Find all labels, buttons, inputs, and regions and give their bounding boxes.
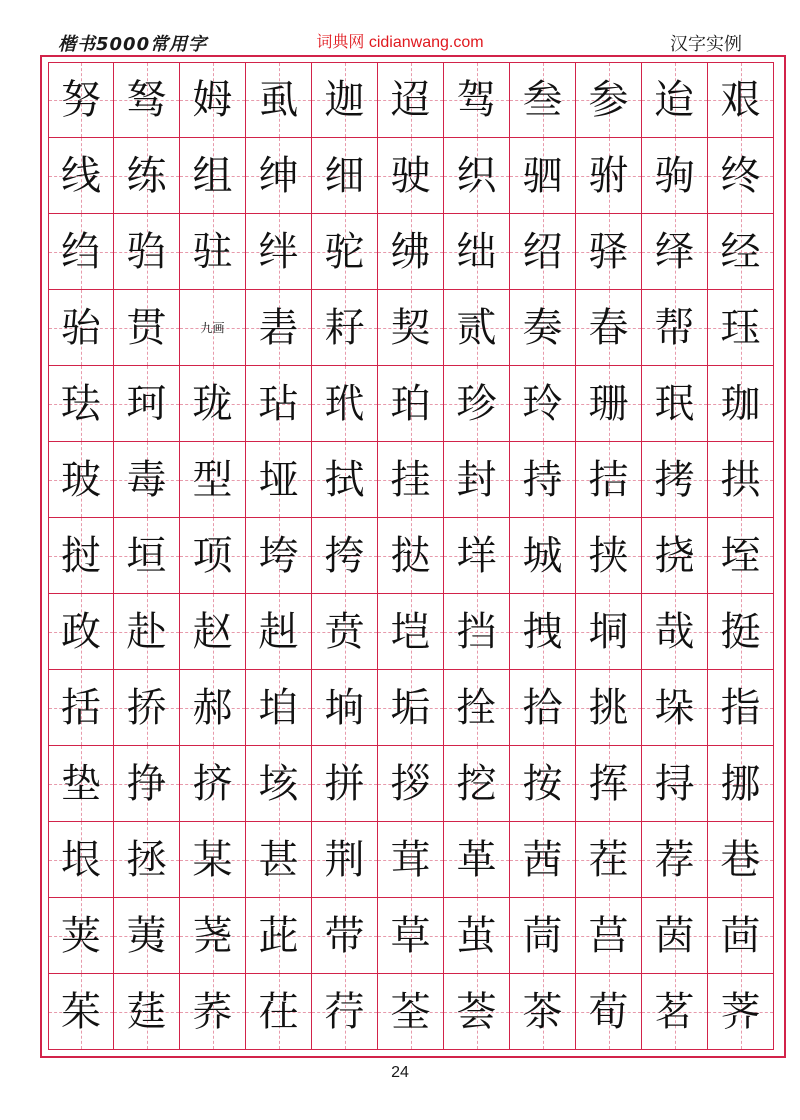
character-cell [444,442,510,518]
character-cell [246,214,312,290]
character-cell [708,290,774,366]
character-glyph: 垭 [258,456,299,503]
character-glyph: 珍 [456,380,497,427]
character-cell [114,670,180,746]
character-glyph: 按 [522,760,563,807]
character-cell [114,746,180,822]
character-glyph: 茼 [522,912,563,959]
character-glyph: 终 [720,152,761,199]
character-glyph: 挡 [456,608,497,655]
stroke-count-label [180,290,246,366]
character-glyph: 封 [456,456,497,503]
character-cell [378,670,444,746]
character-glyph: 耔 [324,304,365,351]
character-cell [180,138,246,214]
character-glyph: 迨 [654,77,695,123]
character-glyph: 拽 [522,608,563,655]
character-glyph: 城 [522,532,563,579]
character-glyph: 珐 [61,380,101,427]
character-cell [312,366,378,442]
character-cell [246,138,312,214]
character-cell [378,746,444,822]
character-cell [114,442,180,518]
character-glyph: 挣 [126,760,167,807]
character-glyph: 努 [61,77,101,123]
character-glyph: 奏 [522,304,563,351]
character-cell [378,822,444,898]
character-cell [576,290,642,366]
character-glyph: 经 [720,228,761,275]
character-cell [246,442,312,518]
character-cell [378,138,444,214]
character-glyph: 拶 [390,760,431,807]
character-cell [246,746,312,822]
character-cell [48,366,114,442]
character-glyph: 荞 [192,988,233,1035]
character-glyph: 驶 [390,152,431,199]
character-cell [246,366,312,442]
character-cell [312,518,378,594]
character-cell [48,138,114,214]
character-glyph: 甚 [258,836,299,883]
character-cell [378,290,444,366]
character-cell [708,62,774,138]
character-glyph: 玷 [258,380,299,427]
character-glyph: 砉 [258,304,299,351]
character-glyph: 驻 [192,228,233,275]
character-glyph: 参 [588,77,629,123]
book-title: 楷书5000常用字 [58,34,208,55]
character-glyph: 茶 [522,988,563,1035]
character-cell [510,214,576,290]
character-cell [642,518,708,594]
character-cell [708,214,774,290]
character-cell [48,974,114,1050]
character-cell [708,974,774,1050]
character-cell [114,974,180,1050]
character-cell [312,442,378,518]
character-glyph: 茜 [522,836,563,883]
character-glyph: 荛 [192,912,233,959]
character-glyph: 某 [192,836,233,883]
character-cell [48,594,114,670]
character-glyph: 帮 [654,304,695,351]
character-glyph: 细 [324,152,365,199]
character-glyph: 茈 [258,912,299,959]
character-cell [642,366,708,442]
character-cell [114,138,180,214]
character-glyph: 垠 [61,836,101,883]
character-glyph: 持 [522,456,563,503]
character-glyph: 垌 [588,608,629,655]
character-cell [708,442,774,518]
character-glyph: 拼 [324,760,365,807]
character-cell [246,974,312,1050]
character-cell [378,214,444,290]
character-glyph: 挠 [654,532,695,579]
character-glyph: 茌 [258,988,299,1035]
character-cell [114,898,180,974]
character-cell [180,974,246,1050]
character-cell [114,822,180,898]
character-glyph: 巷 [720,836,761,883]
character-cell [246,290,312,366]
character-glyph: 垟 [456,532,497,579]
character-glyph: 革 [456,836,497,883]
character-cell [312,670,378,746]
character-glyph: 线 [61,152,101,199]
character-cell [246,822,312,898]
character-cell [642,214,708,290]
character-glyph: 垫 [61,760,101,807]
character-glyph: 荆 [324,836,365,883]
character-glyph: 荠 [720,988,761,1035]
character-glyph: 驼 [324,228,365,275]
section-title: 汉字实例 [670,34,742,55]
character-cell [510,62,576,138]
character-glyph: 括 [61,684,101,731]
character-cell [312,214,378,290]
character-glyph: 垲 [390,608,431,655]
character-glyph: 绋 [390,228,431,275]
character-glyph: 挦 [654,760,695,807]
character-cell [180,670,246,746]
character-glyph: 练 [126,152,167,199]
character-glyph: 垍 [258,684,299,731]
character-cell [444,670,510,746]
character-glyph: 挢 [126,684,167,731]
character-glyph: 贰 [456,304,497,351]
character-glyph: 挖 [456,760,497,807]
character-glyph: 莒 [588,912,629,959]
character-cell [576,518,642,594]
character-cell [708,746,774,822]
character-glyph: 毒 [126,456,167,503]
character-cell [180,822,246,898]
character-cell [180,442,246,518]
character-glyph: 珈 [720,380,761,427]
character-glyph: 驷 [522,152,563,199]
character-cell [180,214,246,290]
character-cell [510,442,576,518]
character-cell [708,138,774,214]
character-glyph: 带 [324,912,365,959]
character-cell [444,746,510,822]
character-glyph: 贯 [126,304,167,351]
character-cell [312,822,378,898]
character-glyph: 绉 [61,228,101,275]
character-glyph: 项 [192,532,233,579]
character-glyph: 垢 [390,684,431,731]
character-glyph: 垧 [324,684,365,731]
character-glyph: 挺 [720,608,761,655]
character-cell [576,594,642,670]
character-cell [510,746,576,822]
character-cell [180,898,246,974]
character-glyph: 郝 [192,684,233,731]
character-cell [312,290,378,366]
character-cell [576,974,642,1050]
character-cell [180,366,246,442]
character-cell [510,518,576,594]
character-glyph: 驽 [126,77,167,123]
character-cell [114,214,180,290]
character-cell [642,670,708,746]
character-glyph: 春 [588,304,629,351]
character-glyph: 荇 [324,988,365,1035]
character-cell [576,746,642,822]
character-glyph: 茧 [456,912,497,959]
character-glyph: 绅 [258,152,299,199]
character-glyph: 绊 [258,228,299,275]
character-cell [312,594,378,670]
character-cell [378,442,444,518]
character-cell [510,898,576,974]
character-glyph: 驸 [588,152,629,199]
character-glyph: 莛 [126,988,167,1035]
character-cell [48,62,114,138]
character-glyph: 挂 [390,456,431,503]
character-glyph: 茱 [61,988,101,1035]
character-cell [510,670,576,746]
character-glyph: 垮 [258,532,299,579]
character-cell [378,62,444,138]
character-cell [114,62,180,138]
character-cell [444,366,510,442]
character-cell [312,62,378,138]
character-cell [48,822,114,898]
character-cell [510,974,576,1050]
character-glyph: 垛 [654,684,695,731]
character-glyph: 挝 [61,532,101,579]
character-cell [180,594,246,670]
character-glyph: 姆 [192,77,233,123]
character-cell [246,898,312,974]
character-cell [708,518,774,594]
character-cell [378,974,444,1050]
character-glyph: 九画 [200,320,225,335]
character-cell [48,518,114,594]
character-glyph: 荟 [456,988,497,1035]
character-glyph: 赵 [192,608,233,655]
character-glyph: 艰 [720,77,761,123]
character-cell [48,746,114,822]
character-cell [48,670,114,746]
character-glyph: 挤 [192,760,233,807]
character-cell [246,62,312,138]
character-cell [576,214,642,290]
character-cell [642,974,708,1050]
character-glyph: 荀 [588,988,629,1035]
character-cell [708,670,774,746]
character-glyph: 拭 [324,456,365,503]
character-glyph: 驹 [654,152,695,199]
character-cell [576,442,642,518]
character-cell [180,62,246,138]
character-glyph: 政 [61,608,101,655]
character-cell [114,366,180,442]
character-cell [180,518,246,594]
character-glyph: 组 [192,152,233,199]
character-cell [378,366,444,442]
character-cell [510,290,576,366]
character-cell [510,138,576,214]
character-cell [444,290,510,366]
character-cell [114,290,180,366]
character-glyph: 指 [720,684,761,731]
character-glyph: 织 [456,152,497,199]
character-cell [642,594,708,670]
character-cell [576,366,642,442]
character-cell [708,594,774,670]
character-glyph: 赴 [126,608,167,655]
character-glyph: 珂 [126,380,167,427]
character-cell [708,366,774,442]
character-glyph: 挎 [324,532,365,579]
character-glyph: 虱 [258,77,299,123]
character-cell [642,822,708,898]
character-cell [246,518,312,594]
character-cell [510,594,576,670]
character-glyph: 挪 [720,760,761,807]
character-glyph: 茗 [654,988,695,1035]
character-glyph: 珑 [192,380,233,427]
character-glyph: 绎 [654,228,695,275]
character-glyph: 草 [390,912,431,959]
character-cell [510,822,576,898]
character-cell [312,138,378,214]
character-cell [48,898,114,974]
character-glyph: 珉 [654,380,695,427]
character-cell [444,974,510,1050]
character-glyph: 垣 [126,532,167,579]
character-glyph: 拴 [456,684,497,731]
character-cell [642,746,708,822]
character-glyph: 型 [192,456,233,503]
character-glyph: 荑 [126,912,167,959]
character-glyph: 赳 [258,608,299,655]
character-grid [48,62,774,1050]
character-cell [510,366,576,442]
character-glyph: 垤 [720,532,761,579]
character-cell [180,746,246,822]
character-cell [642,898,708,974]
character-cell [444,822,510,898]
character-cell [576,138,642,214]
character-glyph: 玳 [324,380,365,427]
character-glyph: 垓 [258,760,299,807]
character-cell [378,898,444,974]
character-cell [642,138,708,214]
character-glyph: 拾 [522,684,563,731]
character-glyph: 驾 [456,77,497,123]
character-cell [708,898,774,974]
character-glyph: 茬 [588,836,629,883]
character-glyph: 茵 [654,912,695,959]
character-cell [576,822,642,898]
character-glyph: 哉 [654,608,695,655]
character-glyph: 珊 [588,380,629,427]
character-glyph: 叁 [522,77,563,123]
character-glyph: 玲 [522,380,563,427]
character-glyph: 迢 [390,77,431,123]
character-cell [444,518,510,594]
character-cell [444,214,510,290]
character-glyph: 荃 [390,988,431,1035]
character-cell [576,670,642,746]
character-glyph: 骀 [61,304,101,351]
character-cell [444,594,510,670]
character-glyph: 荐 [654,836,695,883]
character-cell [48,290,114,366]
character-cell [708,822,774,898]
character-glyph: 荚 [61,912,101,959]
character-glyph: 挥 [588,760,629,807]
character-glyph: 贲 [324,608,365,655]
character-cell [642,62,708,138]
character-glyph: 绌 [456,228,497,275]
character-cell [312,974,378,1050]
character-glyph: 珀 [390,380,431,427]
character-cell [312,898,378,974]
character-cell [642,290,708,366]
character-cell [246,594,312,670]
character-glyph: 绍 [522,228,563,275]
character-glyph: 迦 [324,77,365,123]
character-cell [378,518,444,594]
page-number: 24 [391,1064,409,1081]
character-cell [642,442,708,518]
character-cell [48,214,114,290]
character-cell [444,898,510,974]
character-glyph: 契 [390,304,431,351]
character-glyph: 挟 [588,532,629,579]
character-cell [378,594,444,670]
character-cell [444,62,510,138]
character-glyph: 拷 [654,456,695,503]
character-glyph: 珏 [720,304,761,351]
character-cell [444,138,510,214]
character-cell [246,670,312,746]
character-cell [576,62,642,138]
character-cell [312,746,378,822]
character-glyph: 挞 [390,532,431,579]
site-watermark[interactable]: 词典网 cidianwang.com [316,34,484,51]
character-glyph: 茴 [720,912,761,959]
character-cell [114,594,180,670]
character-glyph: 驺 [126,228,167,275]
character-cell [114,518,180,594]
character-glyph: 挑 [588,684,629,731]
character-glyph: 驿 [588,228,629,275]
character-glyph: 拮 [588,456,629,503]
character-glyph: 茸 [390,836,431,883]
character-glyph: 拯 [126,836,167,883]
character-glyph: 玻 [61,456,101,503]
character-cell [48,442,114,518]
character-cell [576,898,642,974]
character-glyph: 拱 [720,456,761,503]
